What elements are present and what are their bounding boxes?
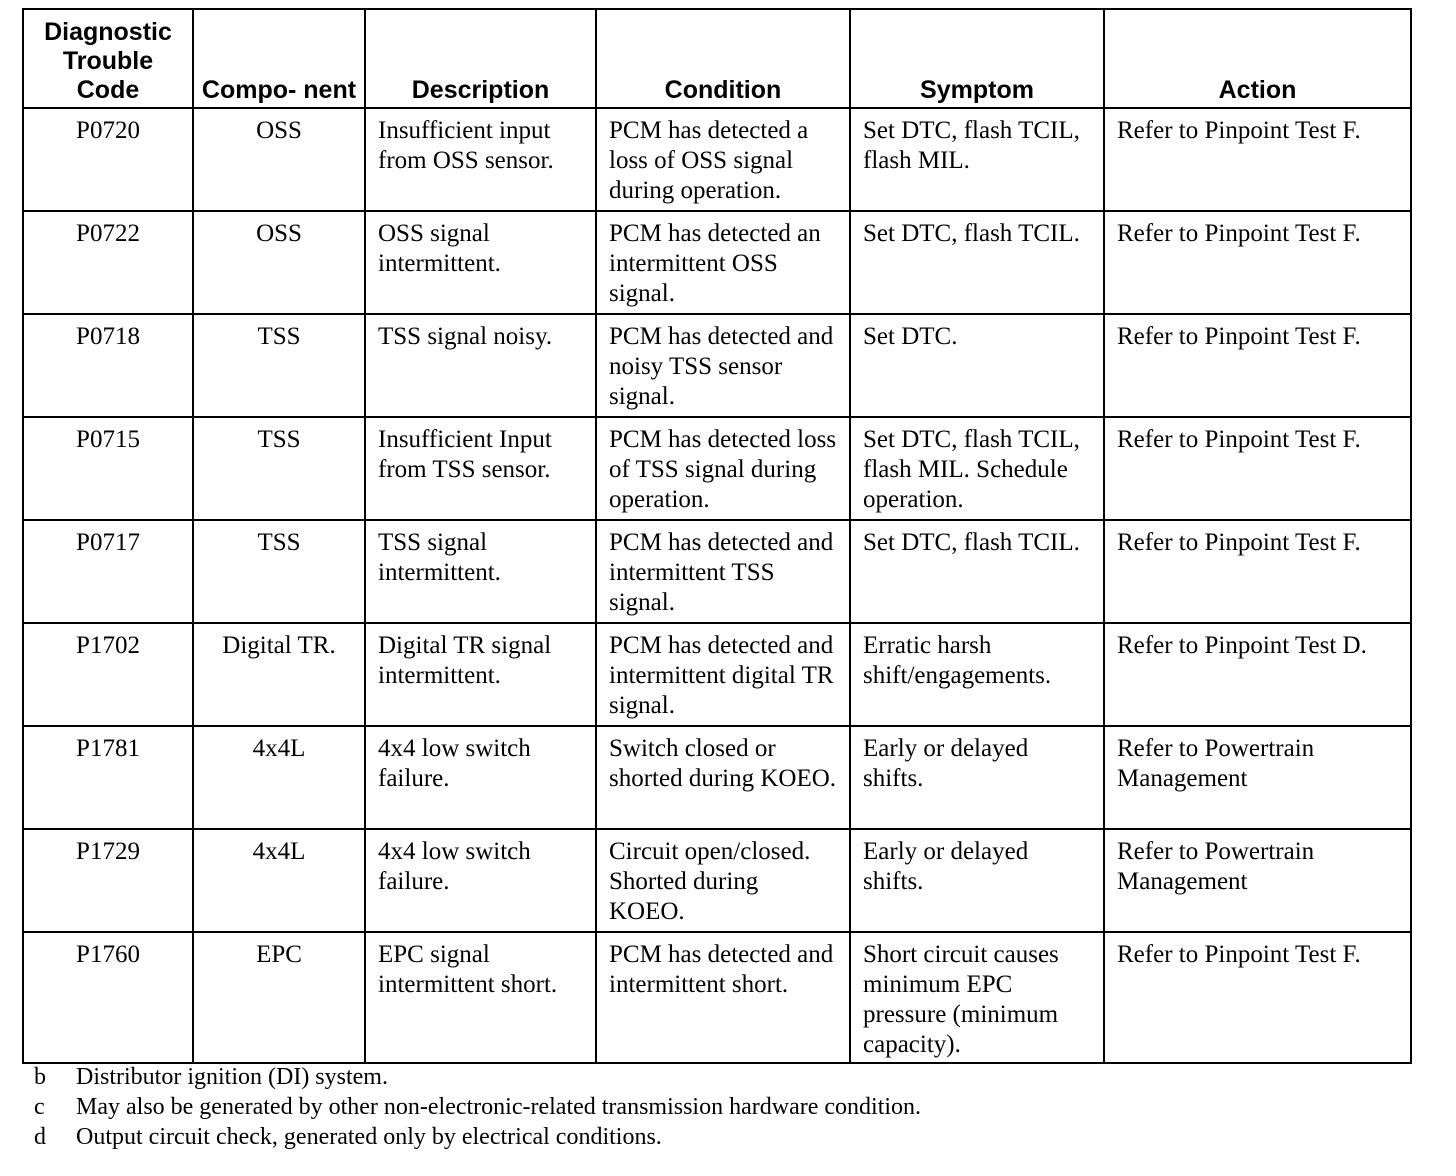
header-action: Action [1104,9,1411,108]
cell-component: 4x4L [193,726,365,829]
cell-component: OSS [193,211,365,314]
cell-code: P0718 [23,314,193,417]
cell-symptom: Short circuit causes minimum EPC pressure (minimum capacity). [850,932,1104,1063]
table-row [23,108,1411,211]
dtc-table [22,8,1412,1064]
cell-symptom: Set DTC, flash TCIL. [850,211,1104,314]
cell-component: TSS [193,417,365,520]
header-symptom: Symptom [850,9,1104,108]
cell-description: 4x4 low switch failure. [365,829,596,932]
header-description: Description [365,9,596,108]
cell-code: P1702 [23,623,193,726]
cell-code: P0722 [23,211,193,314]
cell-code: P0720 [23,108,193,211]
cell-action: Refer to Pinpoint Test F. [1104,520,1411,623]
cell-condition: PCM has detected loss of TSS signal during operation. [596,417,850,520]
cell-component: TSS [193,520,365,623]
cell-condition: PCM has detected and intermittent short. [596,932,850,1063]
cell-condition: Switch closed or shorted during KOEO. [596,726,850,829]
cell-description: 4x4 low switch failure. [365,726,596,829]
cell-component: TSS [193,314,365,417]
header-dtc: Diagnostic Trouble Code [23,9,193,108]
header-component: Compo- nent [193,9,365,108]
cell-condition: PCM has detected a loss of OSS signal during operation. [596,108,850,211]
cell-symptom: Set DTC, flash TCIL, flash MIL. [850,108,1104,211]
cell-description: Digital TR signal intermittent. [365,623,596,726]
cell-action: Refer to Pinpoint Test F. [1104,314,1411,417]
cell-code: P1729 [23,829,193,932]
footnote-key: b [34,1064,46,1090]
cell-code: P1781 [23,726,193,829]
footnote-text: Distributor ignition (DI) system. [76,1064,388,1090]
cell-description: EPC signal intermittent short. [365,932,596,1063]
cell-condition: PCM has detected and intermittent TSS signal. [596,520,850,623]
cell-code: P1760 [23,932,193,1063]
cell-condition: PCM has detected an intermittent OSS signal. [596,211,850,314]
cell-symptom: Early or delayed shifts. [850,726,1104,829]
footnote-c [34,1092,921,1122]
cell-action: Refer to Powertrain Management [1104,726,1411,829]
table-header-row [23,9,1411,108]
footnote-d [34,1122,921,1152]
cell-condition: PCM has detected and intermittent digital TR signal. [596,623,850,726]
cell-component: 4x4L [193,829,365,932]
cell-action: Refer to Pinpoint Test F. [1104,417,1411,520]
cell-condition: PCM has detected and noisy TSS sensor signal. [596,314,850,417]
cell-code: P0715 [23,417,193,520]
cell-description: TSS signal intermittent. [365,520,596,623]
table-row [23,932,1411,1063]
table-row [23,520,1411,623]
cell-symptom: Set DTC, flash TCIL, flash MIL. Schedule operation. [850,417,1104,520]
cell-action: Refer to Pinpoint Test F. [1104,108,1411,211]
cell-condition: Circuit open/closed. Shorted during KOEO. [596,829,850,932]
table-row [23,417,1411,520]
footnote-key: d [34,1124,46,1150]
table-row [23,314,1411,417]
footnote-b [34,1062,921,1092]
cell-symptom: Erratic harsh shift/engagements. [850,623,1104,726]
cell-component: Digital TR. [193,623,365,726]
table-row [23,829,1411,932]
cell-description: Insufficient input from OSS sensor. [365,108,596,211]
cell-component: OSS [193,108,365,211]
cell-code: P0717 [23,520,193,623]
table-row [23,623,1411,726]
cell-action: Refer to Pinpoint Test F. [1104,211,1411,314]
cell-component: EPC [193,932,365,1063]
cell-description: TSS signal noisy. [365,314,596,417]
cell-symptom: Early or delayed shifts. [850,829,1104,932]
footnote-text: Output circuit check, generated only by electrical conditions. [76,1124,662,1150]
table-row [23,211,1411,314]
cell-action: Refer to Pinpoint Test D. [1104,623,1411,726]
cell-symptom: Set DTC. [850,314,1104,417]
header-condition: Condition [596,9,850,108]
footnotes [34,1062,921,1152]
cell-description: OSS signal intermittent. [365,211,596,314]
cell-action: Refer to Pinpoint Test F. [1104,932,1411,1063]
cell-action: Refer to Powertrain Management [1104,829,1411,932]
footnote-text: May also be generated by other non-electronic-related transmission hardware condition. [76,1094,922,1120]
cell-symptom: Set DTC, flash TCIL. [850,520,1104,623]
footnote-key: c [34,1094,45,1120]
table-row [23,726,1411,829]
cell-description: Insufficient Input from TSS sensor. [365,417,596,520]
